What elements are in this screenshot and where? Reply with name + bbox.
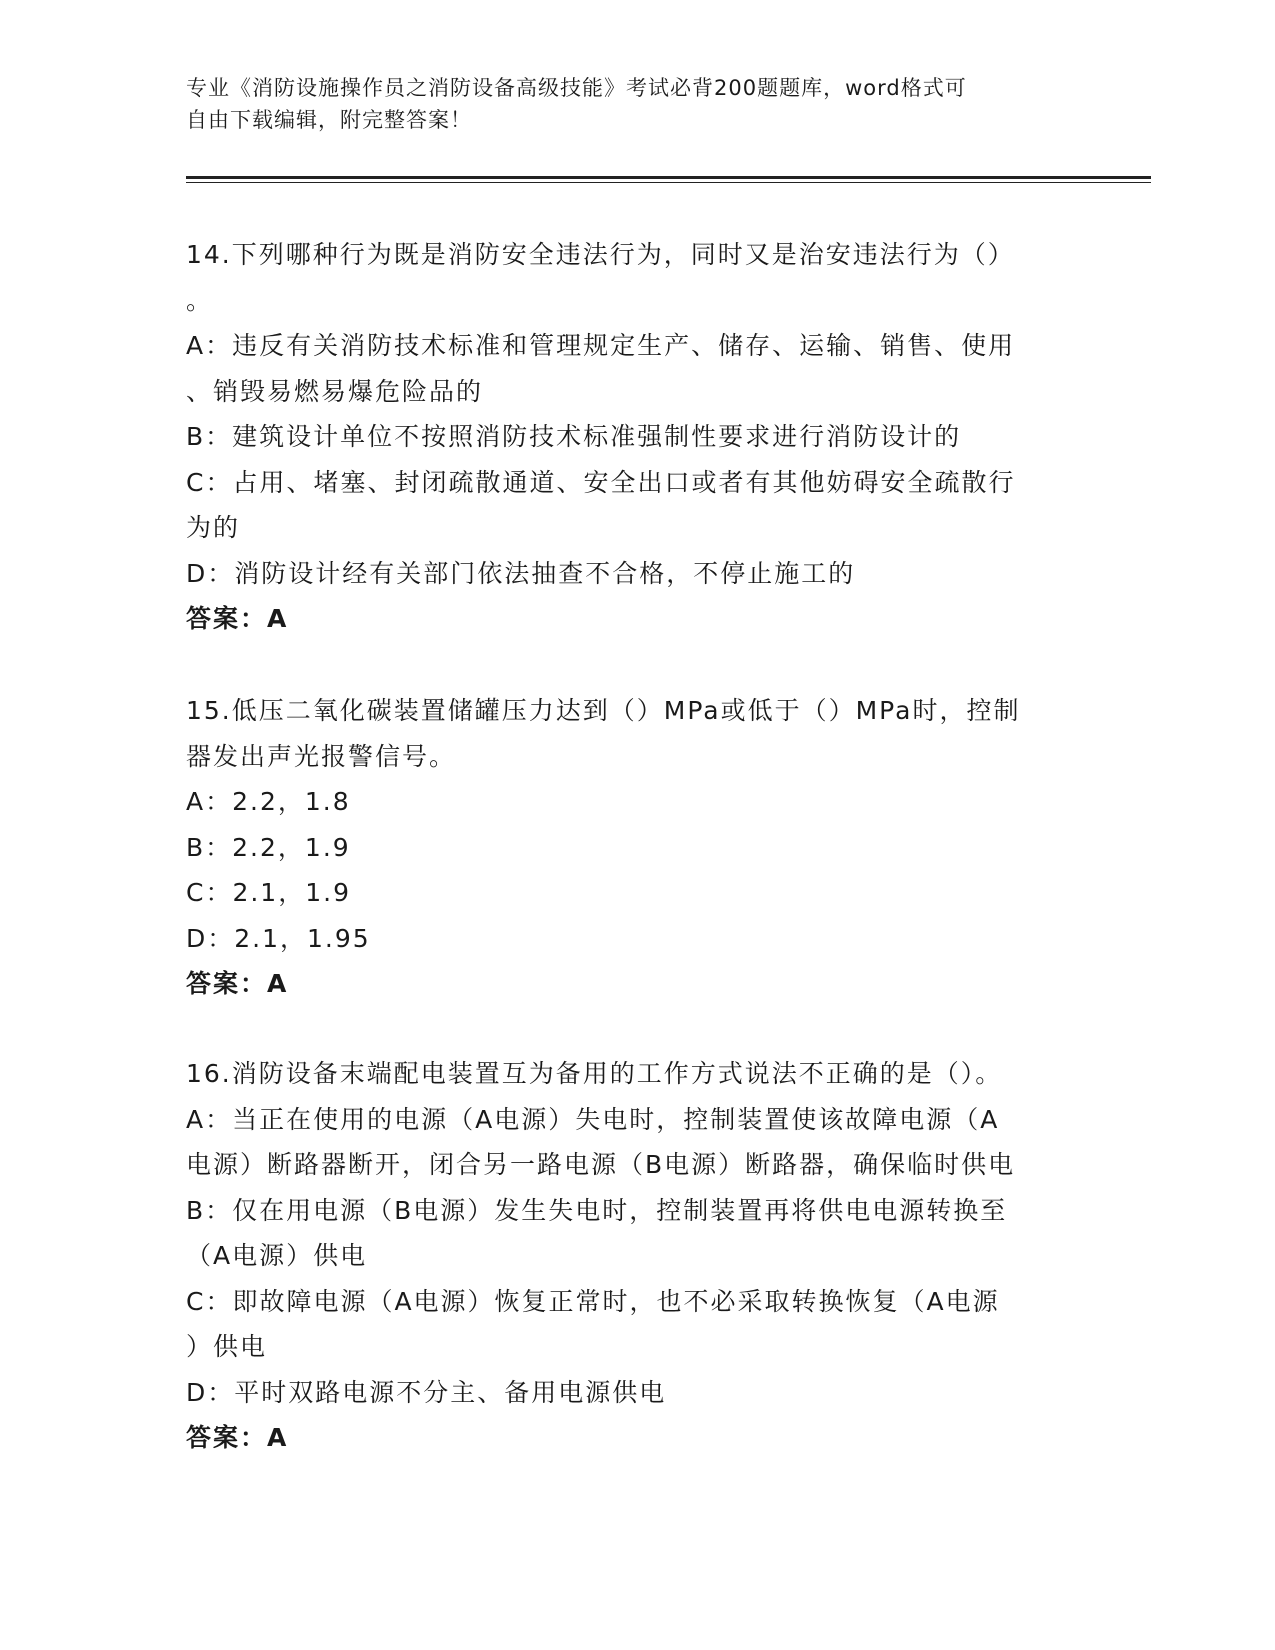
document-header <box>186 72 1066 136</box>
answer-label: 答案：A <box>186 969 289 998</box>
question-stem-line: 。 <box>186 285 214 315</box>
option-c-line: 为的 <box>186 513 241 542</box>
option-c-line: C：2.1，1.9 <box>186 878 351 907</box>
option-d-line: D：消防设计经有关部门依法抽查不合格，不停止施工的 <box>186 558 856 588</box>
question-stem-line: 16.消防设备末端配电装置互为备用的工作方式说法不正确的是（）。 <box>186 1059 1003 1088</box>
header-divider-thick <box>186 176 1151 179</box>
option-d-line: D：2.1，1.95 <box>186 923 371 953</box>
option-a-line: A：当正在使用的电源（A电源）失电时，控制装置使该故障电源（A <box>186 1104 1000 1134</box>
answer-label: 答案：A <box>186 604 289 633</box>
option-b-line: （A电源）供电 <box>186 1241 368 1270</box>
option-b-line: B：2.2，1.9 <box>186 832 351 862</box>
question-stem-line: 15.低压二氧化碳装置储罐压力达到（）MPa或低于（）MPa时，控制 <box>186 696 1021 725</box>
header-line-1: 专业《消防设施操作员之消防设备高级技能》考试必背200题题库，word格式可 <box>186 76 967 100</box>
header-line-2: 自由下载编辑，附完整答案！ <box>186 108 472 132</box>
option-a-line: 、销毁易燃易爆危险品的 <box>186 376 484 406</box>
option-c-line: C：即故障电源（A电源）恢复正常时，也不必采取转换恢复（A电源 <box>186 1286 1000 1316</box>
header-divider-thin <box>186 182 1151 183</box>
question-15 <box>186 688 1086 1007</box>
question-stem-line: 14.下列哪种行为既是消防安全违法行为，同时又是治安违法行为（） <box>186 240 1015 269</box>
option-b-line: B：仅在用电源（B电源）发生失电时，控制装置再将供电电源转换至 <box>186 1195 1008 1225</box>
option-c-line: ）供电 <box>186 1332 268 1361</box>
answer-label: 答案：A <box>186 1423 289 1452</box>
question-14 <box>186 232 1086 642</box>
option-c-line: C：占用、堵塞、封闭疏散通道、安全出口或者有其他妨碍安全疏散行 <box>186 467 1016 497</box>
option-d-line: D：平时双路电源不分主、备用电源供电 <box>186 1377 667 1407</box>
option-a-line: 电源）断路器断开，闭合另一路电源（B电源）断路器，确保临时供电 <box>186 1150 1016 1179</box>
question-16 <box>186 1051 1086 1461</box>
option-a-line: A：违反有关消防技术标准和管理规定生产、储存、运输、销售、使用 <box>186 331 1016 360</box>
question-stem-line: 器发出声光报警信号。 <box>186 741 457 771</box>
option-b-line: B：建筑设计单位不按照消防技术标准强制性要求进行消防设计的 <box>186 422 962 451</box>
option-a-line: A：2.2，1.8 <box>186 787 351 816</box>
